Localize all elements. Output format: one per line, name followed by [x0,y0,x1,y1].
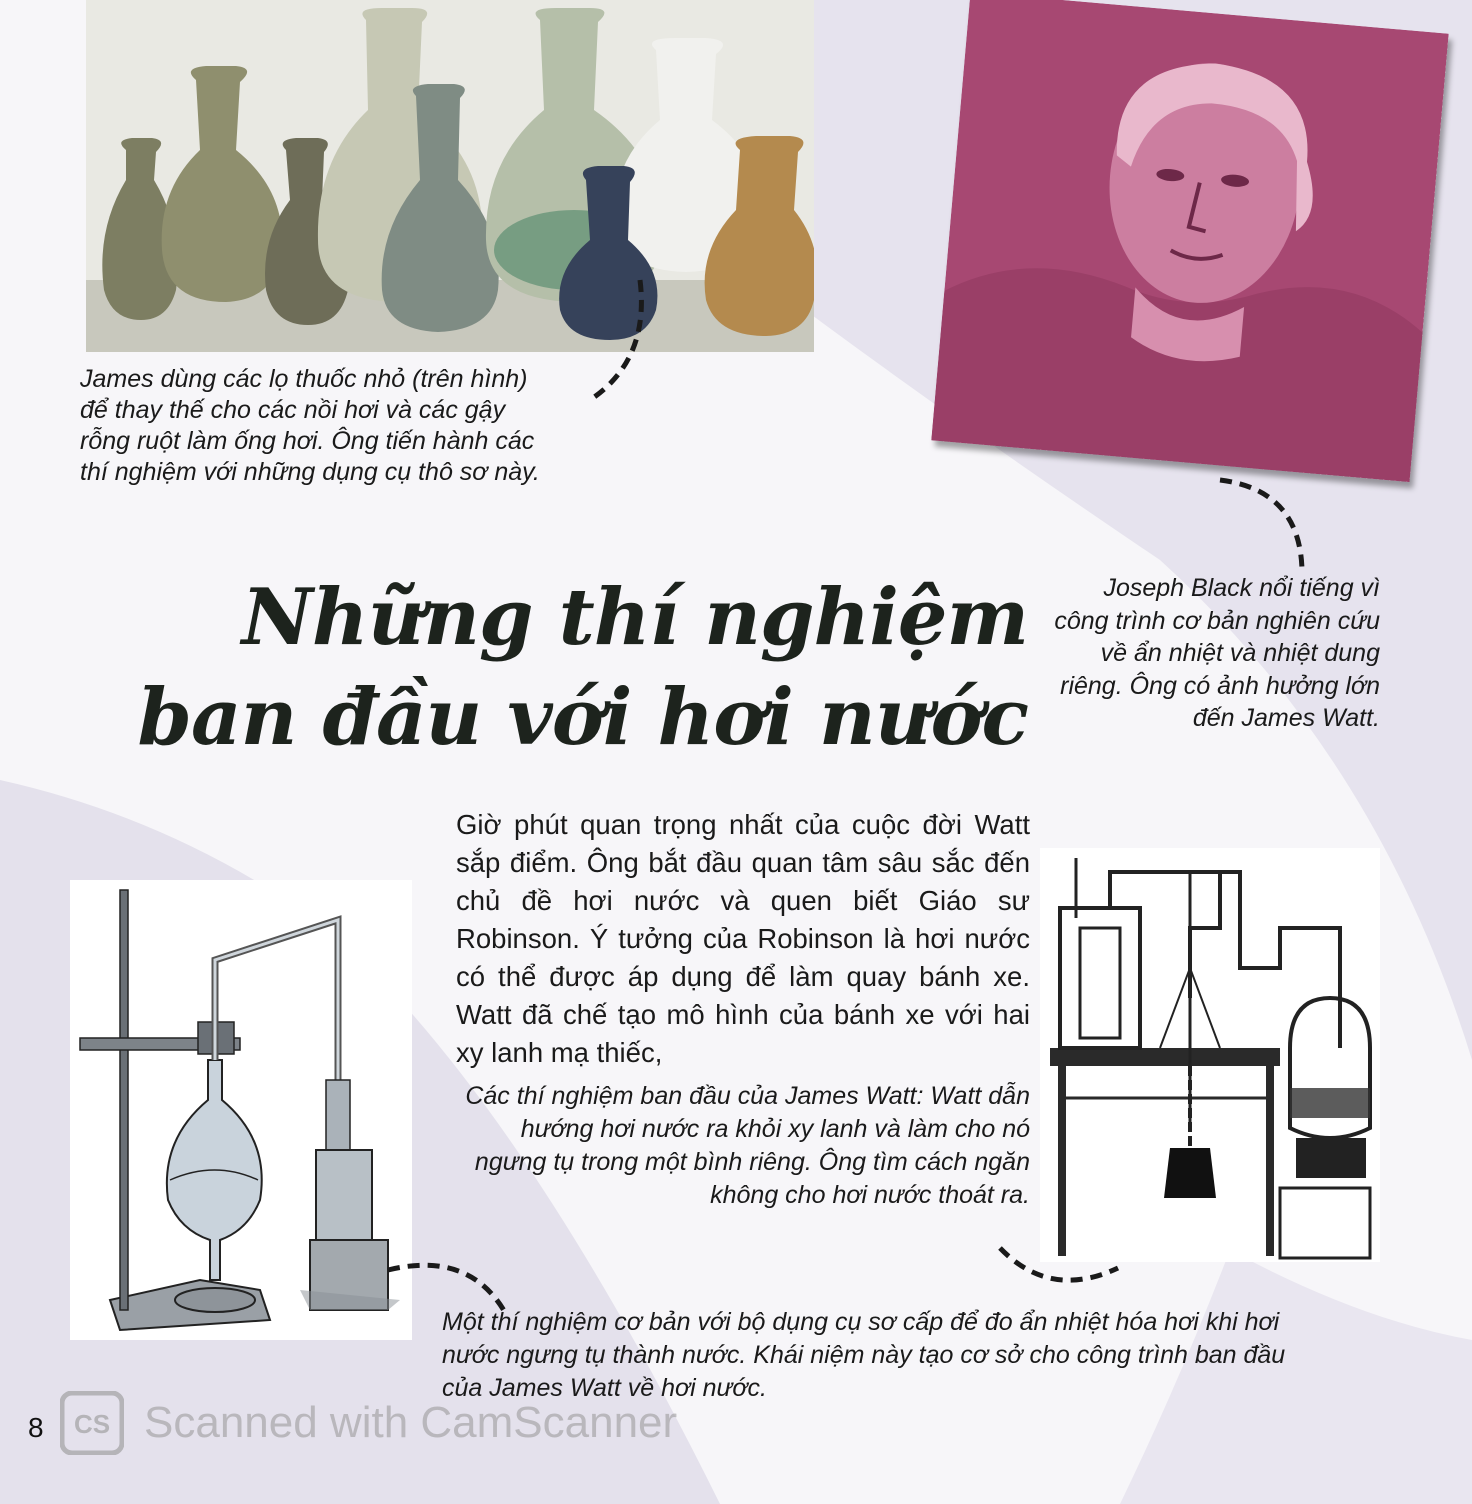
dashed-connector [990,1240,1130,1300]
scanner-watermark [60,1388,780,1458]
page-title [88,568,1028,768]
dashed-connector [1210,470,1320,580]
camscanner-logo-text: CS [73,1409,111,1439]
bottles-photo [86,0,814,352]
portrait-caption: Joseph Black nổi tiếng vì công trình cơ bản nghiên cứu về ẩn nhiệt và nhiệt dung riêng. Ông có ảnh hưởng lớn đến James Watt. [1054,574,1380,732]
page-title-line2: ban đầu với hơi nước [137,672,1028,763]
apparatus-caption: Một thí nghiệm cơ bản với bộ dụng cụ sơ cấp để đo ẩn nhiệt hóa hơi khi hơi nước ngưng tụ thành nước. Khái niệm này tạo cơ sở cho công trình ban đầu của James Watt về hơi nước. [442,1308,1286,1402]
dashed-connector [580,270,660,410]
lab-apparatus-illustration [70,880,412,1340]
camscanner-logo-icon [60,1391,124,1455]
joseph-black-portrait [931,0,1448,482]
page-title-line1: Những thí nghiệm [241,572,1028,663]
watermark-text: Scanned with CamScanner [144,1398,678,1447]
bottles-caption: James dùng các lọ thuốc nhỏ (trên hình) để thay thế cho các nồi hơi và các gậy rỗng ruột làm ống hơi. Ông tiến hành các thí nghiệm với những dụng cụ thô sơ này. [80,365,540,486]
experiments-caption: Các thí nghiệm ban đầu của James Watt: Watt dẫn hướng hơi nước ra khỏi xy lanh và làm cho nó ngưng tụ trong một bình riêng. Ông tìm cách ngăn không cho hơi nước thoát ra. [465,1082,1030,1209]
body-paragraph: Giờ phút quan trọng nhất của cuộc đời Watt sắp điểm. Ông bắt đầu quan tâm sâu sắc đến chủ đề hơi nước và quen biết Giáo sư Robinson. Ý tưởng của Robinson là hơi nước có thể được áp dụng để làm quay bánh xe. Watt đã chế tạo mô hình của bánh xe với hai xy lanh mạ thiếc, [456,809,1030,1068]
page-number: 8 [28,1412,44,1443]
watt-experiment-diagram [1040,848,1380,1262]
